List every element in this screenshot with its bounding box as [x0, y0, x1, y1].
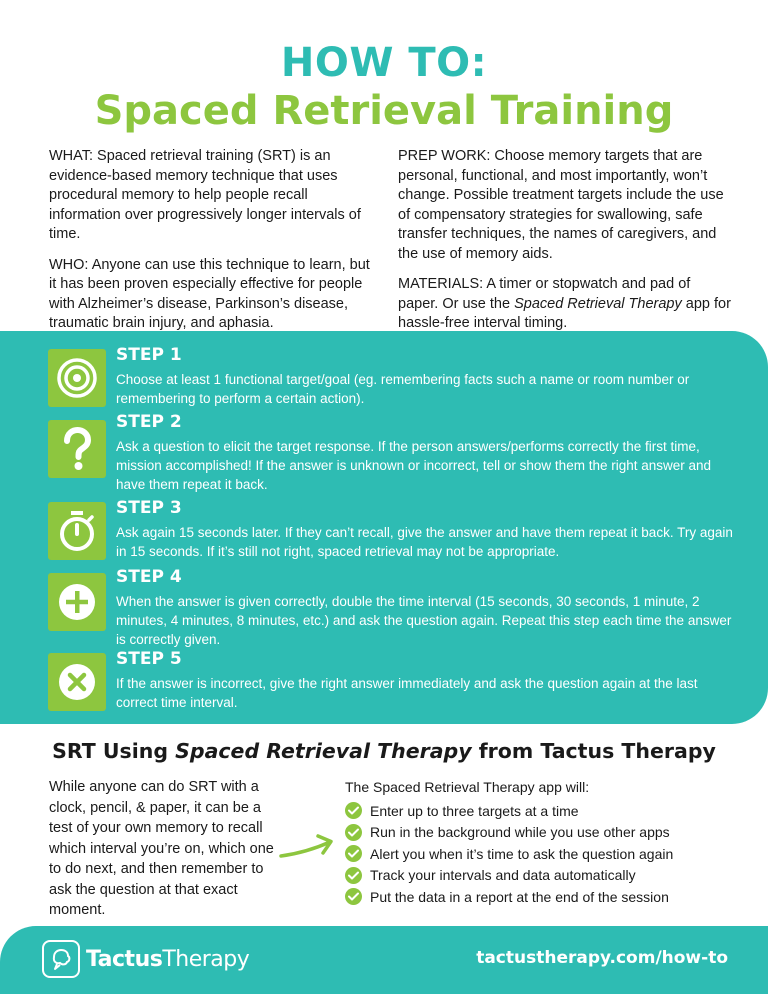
app-features-lead: The Spaced Retrieval Therapy app will:: [345, 779, 590, 795]
feature-item: [345, 843, 745, 865]
feature-text: Enter up to three targets at a time: [370, 802, 579, 819]
footer: [0, 926, 768, 994]
srt-heading-post: from Tactus Therapy: [471, 739, 716, 763]
logo-bold: Tactus: [86, 946, 163, 972]
stopwatch-icon: [48, 502, 106, 560]
feature-text: Track your intervals and data automatically: [370, 867, 636, 884]
what-paragraph: [49, 147, 374, 245]
feature-item: [345, 800, 745, 822]
website-link[interactable]: tactustherapy.com/how-to: [476, 948, 728, 968]
feature-text: Alert you when it’s time to ask the question again: [370, 845, 674, 862]
srt-heading-app: Spaced Retrieval Therapy: [175, 739, 472, 763]
intro-right-column: [398, 147, 733, 345]
feature-item: [345, 865, 745, 887]
prep-label: PREP WORK:: [398, 148, 491, 164]
checkmark-icon: [345, 824, 362, 841]
page-title-line2: Spaced Retrieval Training: [94, 88, 674, 134]
materials-app-name: Spaced Retrieval Therapy: [514, 295, 682, 312]
step-title: STEP 1: [116, 345, 182, 365]
brain-speech-icon: [42, 940, 80, 978]
step-text: Choose at least 1 functional target/goal (eg. remembering facts such a name or room number or remembering to perform a certain action).: [116, 372, 690, 406]
materials-text: A timer or stopwatch and pad of paper. Or use the: [398, 276, 691, 312]
feature-text: Put the data in a report at the end of the session: [370, 888, 669, 905]
intro-left-column: [49, 147, 374, 345]
what-text: Spaced retrieval training (SRT) is an evidence-based memory technique that uses procedural memory to help people recall information over progressively longer intervals of time.: [49, 148, 361, 242]
steps-panel: [0, 331, 768, 724]
step-text: When the answer is given correctly, double the time interval (15 seconds, 30 seconds, 1 minute, 2 minutes, 4 minutes, 8 minutes, etc.) and ask the question again. Repeat this step each time the answer is correctly given.: [116, 594, 732, 647]
tactus-therapy-logo[interactable]: [42, 940, 249, 978]
materials-paragraph: [398, 275, 733, 334]
srt-heading: [0, 739, 768, 763]
step-title: STEP 4: [116, 567, 182, 587]
step-title: STEP 5: [116, 649, 182, 669]
step-text: If the answer is incorrect, give the right answer immediately and ask the question again at the last correct time interval.: [116, 676, 698, 710]
page-title-line1: HOW TO:: [280, 40, 488, 86]
materials-label: MATERIALS:: [398, 276, 484, 292]
who-label: WHO:: [49, 256, 89, 273]
checkmark-icon: [345, 802, 362, 819]
who-text: Anyone can use this technique to learn, but it has been proven especially effective for people with Alzheimer’s disease, Parkinson’s disease, traumatic brain injury, and aphasia.: [49, 256, 370, 331]
arrow-right-icon: [278, 826, 336, 867]
app-features: [345, 777, 745, 908]
step-title: STEP 3: [116, 498, 182, 518]
step-text: Ask again 15 seconds later. If they can’t recall, give the answer and have them repeat it back. Try again in 15 seconds. If it’s still not right, spaced retrieval may not be appropriate.: [116, 525, 733, 559]
step-text: Ask a question to elicit the target response. If the person answers/performs correctly the first time, mission accomplished! If the answer is unknown or incorrect, tell or show them the right answer and have them repeat it back.: [116, 439, 712, 492]
step-title: STEP 2: [116, 412, 182, 432]
srt-heading-pre: SRT Using: [52, 739, 176, 763]
logo-light: Therapy: [162, 946, 250, 972]
what-label: WHAT:: [49, 148, 94, 164]
srt-left-text: While anyone can do SRT with a clock, pencil, & paper, it can be a test of your own memory to recall which interval you’re on, which one to do next, and then remember to ask the question at that exact moment.: [49, 779, 274, 918]
who-paragraph: [49, 256, 374, 334]
x-icon: [48, 653, 106, 711]
checkmark-icon: [345, 867, 362, 884]
materials-text-end: app for hassle-free interval timing.: [398, 295, 731, 331]
prep-paragraph: [398, 147, 733, 264]
checkmark-icon: [345, 845, 362, 862]
feature-text: Run in the background while you use other apps: [370, 824, 670, 841]
feature-item: [345, 822, 745, 844]
logo-wordmark: [86, 947, 249, 972]
checkmark-icon: [345, 888, 362, 905]
question-icon: [48, 420, 106, 478]
feature-item: [345, 886, 745, 908]
prep-text: Choose memory targets that are personal, functional, and most importantly, won’t change. Possible treatment targets include the use of compensatory strategies for swallowing, safe transfer techniques, the names of caregivers, and the use of memory aids.: [398, 148, 724, 262]
target-icon: [48, 349, 106, 407]
plus-icon: [48, 573, 106, 631]
